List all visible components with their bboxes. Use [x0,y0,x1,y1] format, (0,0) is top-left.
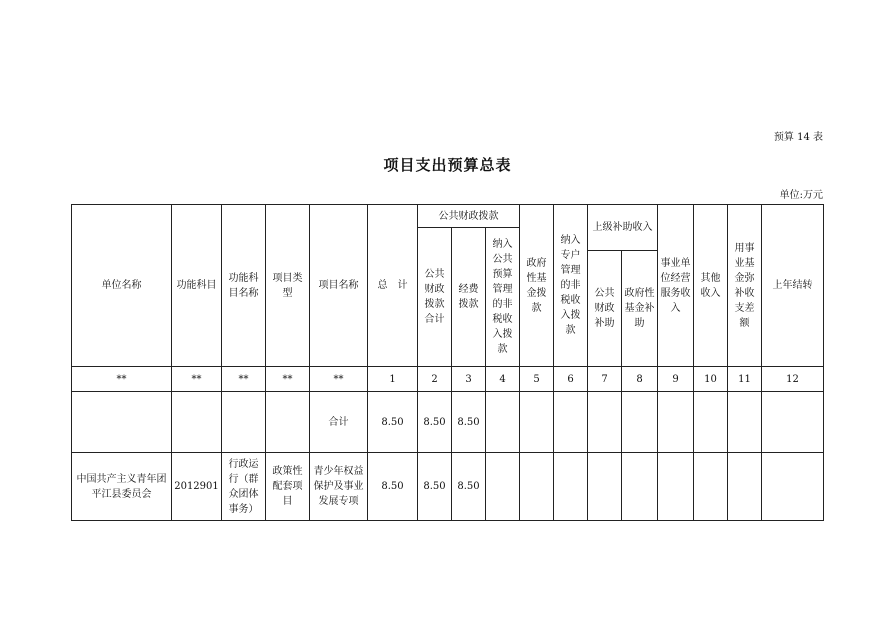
cell-proj-type [266,392,310,453]
header-public-fund: 公共财政拨款 [418,205,520,228]
cell-business-fund [728,453,762,521]
cell-public-fund-total: 8.50 [418,453,452,521]
cell-unit-name [72,392,172,453]
index-cell: 9 [658,367,694,392]
cell-other-income [694,453,728,521]
index-cell: 10 [694,367,728,392]
index-cell: 12 [762,367,824,392]
header-unit-name: 单位名称 [72,205,172,367]
index-cell: ** [266,367,310,392]
index-row [72,367,824,392]
index-cell: 7 [588,367,622,392]
cell-gov-fund-subsidy [622,392,658,453]
cell-business-income [658,392,694,453]
header-func-name: 功能科目名称 [222,205,266,367]
header-proj-type: 项目类型 [266,205,310,367]
header-func-code: 功能科目 [172,205,222,367]
header-business-income: 事业单位经营服务收入 [658,205,694,367]
index-cell: ** [72,367,172,392]
index-cell: ** [172,367,222,392]
index-cell: 6 [554,367,588,392]
cell-expense-fund: 8.50 [452,392,486,453]
cell-business-income [658,453,694,521]
index-cell: 1 [368,367,418,392]
cell-public-budget-nontax [486,453,520,521]
cell-business-fund [728,392,762,453]
cell-proj-type: 政策性配套项目 [266,453,310,521]
index-cell: 2 [418,367,452,392]
cell-special-nontax [554,392,588,453]
cell-proj-name: 青少年权益保护及事业发展专项 [310,453,368,521]
header-business-fund: 用事业基金弥补收支差额 [728,205,762,367]
cell-special-nontax [554,453,588,521]
index-cell: 4 [486,367,520,392]
index-cell: 8 [622,367,658,392]
header-public-budget-nontax: 纳入公共预算管理的非税收入拨款 [486,228,520,367]
unit-label: 单位:万元 [779,190,823,201]
header-public-fund-total: 公共财政拨款合计 [418,228,452,367]
cell-other-income [694,392,728,453]
cell-public-fund-total: 8.50 [418,392,452,453]
header-row [72,205,824,228]
cell-public-subsidy [588,453,622,521]
header-expense-fund: 经费拨款 [452,228,486,367]
cell-gov-fund [520,453,554,521]
index-cell: 3 [452,367,486,392]
header-total: 总 计 [368,205,418,367]
index-cell: ** [222,367,266,392]
page-title: 项目支出预算总表 [383,156,512,174]
header-gov-fund: 政府性基金拨款 [520,205,554,367]
cell-gov-fund [520,392,554,453]
cell-proj-name: 合计 [310,392,368,453]
header-gov-fund-subsidy: 政府性基金补助 [622,251,658,367]
budget-table [71,204,824,521]
cell-expense-fund: 8.50 [452,453,486,521]
table-row [72,392,824,453]
cell-public-subsidy [588,392,622,453]
header-other-income: 其他收入 [694,205,728,367]
index-cell: 5 [520,367,554,392]
cell-total: 8.50 [368,453,418,521]
header-last-year: 上年结转 [762,205,824,367]
cell-public-budget-nontax [486,392,520,453]
header-proj-name: 项目名称 [310,205,368,367]
cell-func-code: 2012901 [172,453,222,521]
cell-last-year [762,453,824,521]
cell-unit-name: 中国共产主义青年团平江县委员会 [72,453,172,521]
cell-gov-fund-subsidy [622,453,658,521]
header-higher-subsidy: 上级补助收入 [588,205,658,251]
cell-total: 8.50 [368,392,418,453]
cell-func-code [172,392,222,453]
header-special-nontax: 纳入专户管理的非税收入拨款 [554,205,588,367]
index-cell: 11 [728,367,762,392]
index-cell: ** [310,367,368,392]
table-row [72,453,824,521]
cell-func-name: 行政运行（群众团体事务） [222,453,266,521]
header-public-subsidy: 公共财政补助 [588,251,622,367]
table-code: 预算 14 表 [773,132,823,143]
cell-func-name [222,392,266,453]
cell-last-year [762,392,824,453]
